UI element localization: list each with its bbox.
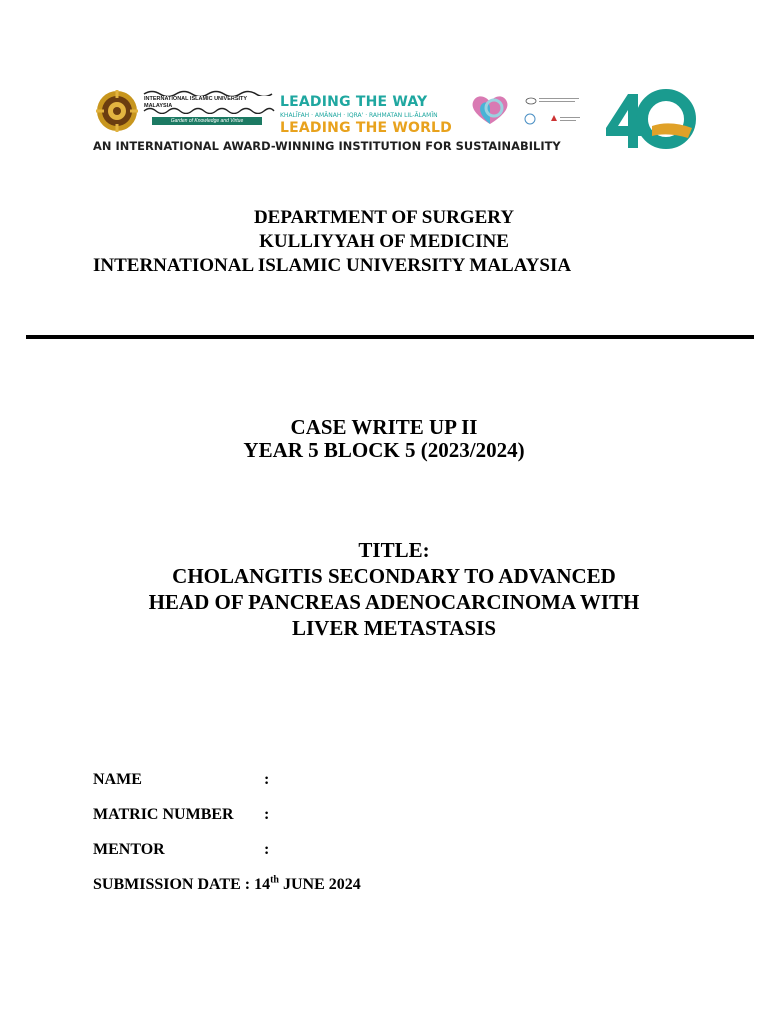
- title-line-2: HEAD OF PANCREAS ADENOCARCINOMA WITH: [148, 590, 640, 614]
- matric-label: MATRIC NUMBER: [93, 806, 234, 823]
- slogan-values: KHALĪFAH · AMĀNAH · IQRA' · RAHMATAN LIL-ĀLAMĪN: [280, 112, 438, 119]
- university-seal-logo: [96, 90, 138, 132]
- year-block-line: YEAR 5 BLOCK 5 (2023/2024): [243, 438, 525, 462]
- horizontal-divider: [26, 335, 754, 339]
- arabic-university-name: [142, 88, 276, 96]
- slogan-leading-the-way: LEADING THE WAY: [280, 94, 428, 110]
- university-name-text: INTERNATIONAL ISLAMIC UNIVERSITY MALAYSIA: [144, 96, 247, 109]
- arabic-motto: [142, 104, 276, 114]
- university-line: INTERNATIONAL ISLAMIC UNIVERSITY MALAYSIA: [93, 255, 572, 276]
- submission-date: [93, 876, 361, 894]
- name-label: NAME: [93, 771, 142, 788]
- submission-month-year: JUNE 2024: [278, 876, 361, 893]
- department-heading: [0, 206, 768, 278]
- name-colon: :: [264, 771, 270, 788]
- institution-tagline: AN INTERNATIONAL AWARD-WINNING INSTITUTION FOR SUSTAINABILITY: [93, 139, 561, 153]
- heart-logo-icon: [470, 94, 510, 126]
- submission-label: SUBMISSION DATE :: [93, 876, 255, 893]
- case-title: [0, 537, 768, 641]
- 40th-anniversary-logo: [600, 86, 696, 152]
- case-write-up-line: CASE WRITE UP II: [290, 415, 478, 439]
- partner-logos: [524, 96, 584, 132]
- submission-day: 14: [254, 876, 271, 893]
- title-line-1: CHOLANGITIS SECONDARY TO ADVANCED: [172, 564, 616, 588]
- title-label: TITLE:: [358, 538, 430, 562]
- title-line-3: LIVER METASTASIS: [291, 616, 497, 640]
- case-heading: [0, 416, 768, 462]
- department-line: DEPARTMENT OF SURGERY: [253, 207, 515, 228]
- slogan-leading-the-world: LEADING THE WORLD: [280, 120, 453, 136]
- mentor-label: MENTOR: [93, 841, 165, 858]
- matric-colon: :: [264, 806, 270, 823]
- university-motto: Garden of Knowledge and Virtue: [152, 117, 262, 125]
- kulliyyah-line: KULLIYYAH OF MEDICINE: [259, 231, 509, 252]
- submission-day-suffix: th: [270, 874, 279, 886]
- mentor-colon: :: [264, 841, 270, 858]
